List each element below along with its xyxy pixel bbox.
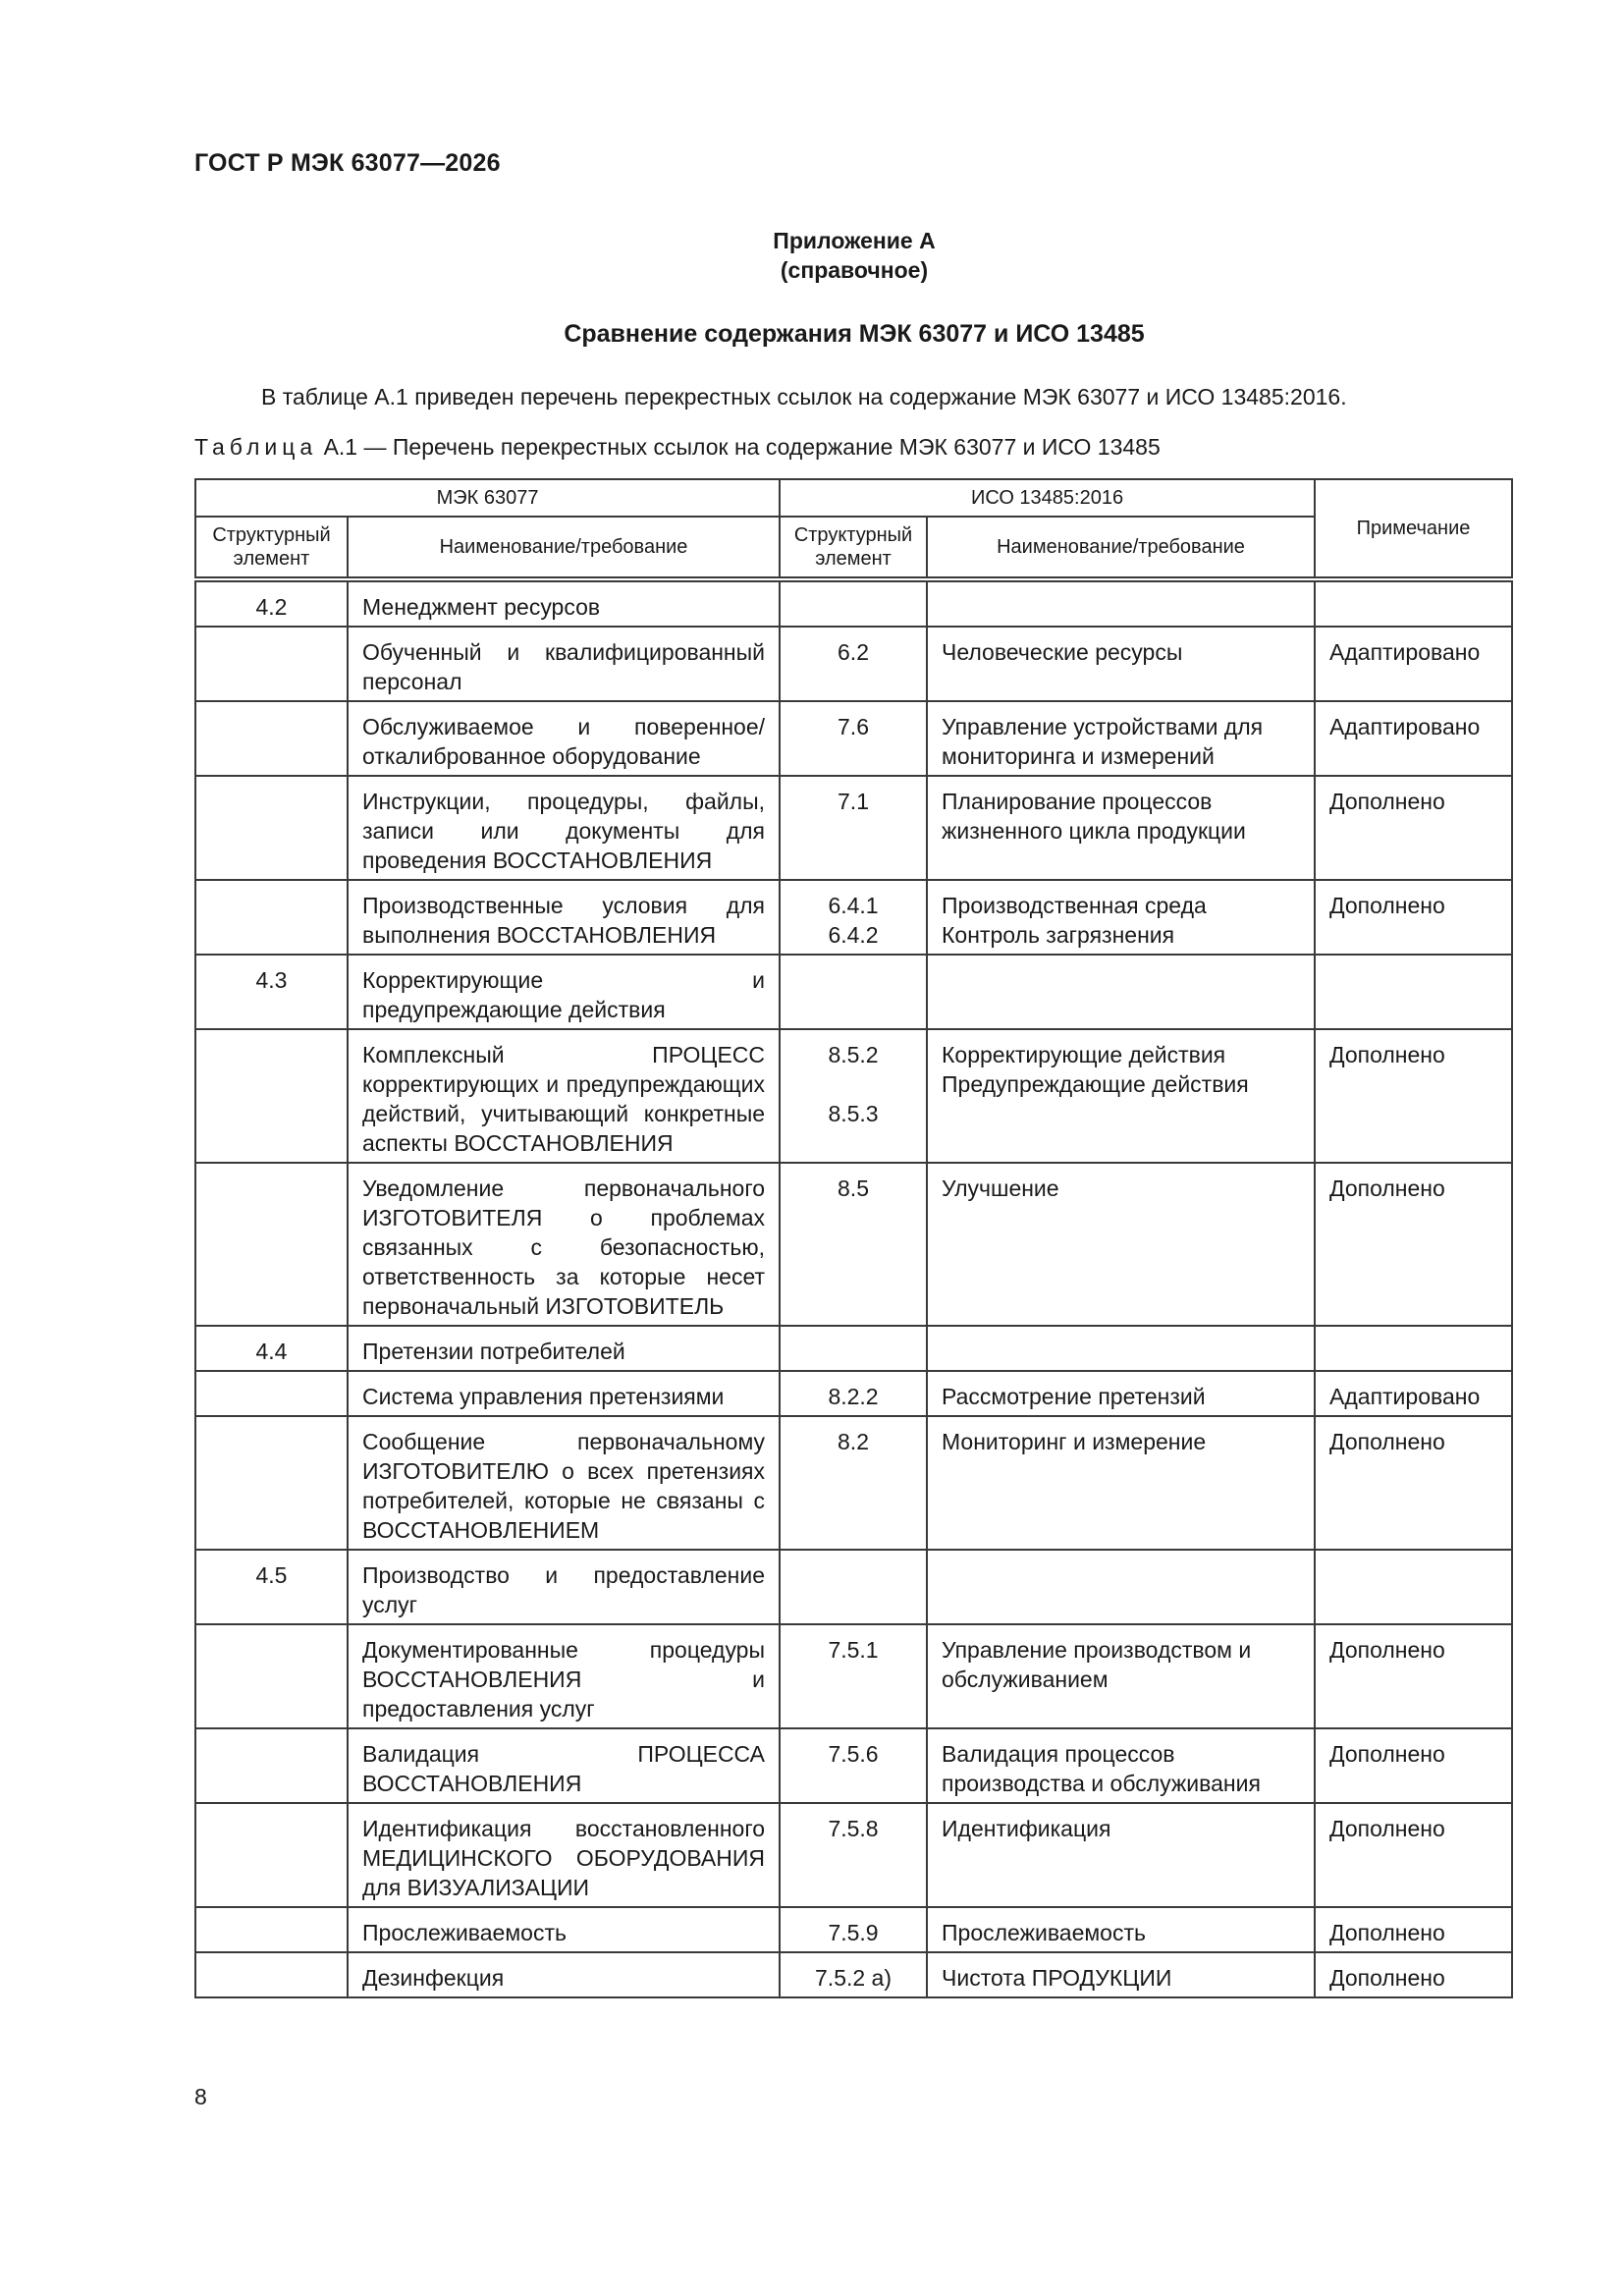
note-cell: Адаптировано [1315,1371,1512,1416]
table-row [195,579,1512,627]
table-row [195,1163,1512,1326]
header-iec-name: Наименование/требование [348,517,780,579]
iso-element-value: 7.5.2 а) [815,1965,893,1991]
table-caption-text: А.1 — Перечень перекрестных ссылок на содержание МЭК 63077 и ИСО 13485 [323,434,1161,460]
iso-element-cell [780,1163,927,1326]
note-cell: Адаптировано [1315,701,1512,776]
iso-element-cell [780,1907,927,1952]
header-iec-group: МЭК 63077 [195,479,780,517]
page-number: 8 [194,2084,207,2109]
iso-name-value: Планирование процессов жизненного цикла продукции [942,789,1246,844]
iso-name-cell [927,1416,1315,1550]
iec-name-cell: Валидация ПРОЦЕССА ВОССТАНОВЛЕНИЯ [348,1728,780,1803]
iso-name-cell [927,1803,1315,1907]
iso-name-value: Валидация процессов производства и обслуживания [942,1741,1261,1796]
table-header-row-1 [195,479,1512,517]
table-row [195,1803,1512,1907]
iec-element-cell [195,1371,348,1416]
iso-element-value: 8.2 [838,1429,869,1454]
iso-name-value: Человеческие ресурсы [942,639,1183,665]
iso-element-cell [780,579,927,627]
iso-element-value: 6.2 [838,639,869,665]
iso-name-cell [927,1326,1315,1371]
iec-name-cell: Обслуживаемое и поверенное/ откалиброванное оборудование [348,701,780,776]
iso-element-cell [780,1624,927,1728]
iso-name-value: Прослеживаемость [942,1920,1146,1945]
note-cell [1315,1550,1512,1624]
iec-element-cell [195,776,348,880]
annex-subtitle: (справочное) [780,257,929,283]
header-iso-name: Наименование/требование [927,517,1315,579]
table-row [195,955,1512,1029]
table-row [195,880,1512,955]
iec-name-cell: Комплексный ПРОЦЕСС корректирующих и предупреждающих действий, учитывающий конкретные аспекты ВОССТАНОВЛЕНИЯ [348,1029,780,1163]
annex-title: Приложение А [773,228,936,253]
iso-name-cell [927,880,1315,955]
table-caption-label: Таблица [194,434,318,460]
table-row [195,701,1512,776]
iso-name-value: Чистота ПРОДУКЦИИ [942,1965,1172,1991]
iec-name-cell: Обученный и квалифицированный персонал [348,627,780,701]
iso-element-value: 7.1 [838,789,869,814]
iec-element-cell [195,627,348,701]
iec-element-cell [195,1803,348,1907]
iso-name-value: Контроль загрязнения [942,922,1175,948]
header-element-line1: Структурный [212,524,331,546]
iec-name-cell: Сообщение первоначальному ИЗГОТОВИТЕЛЮ о всех претензиях потребителей, которые не связаны с ВОССТАНОВЛЕНИЕМ [348,1416,780,1550]
iso-element-value: 6.4.1 [828,893,879,918]
iso-element-cell [780,701,927,776]
iso-name-cell [927,1624,1315,1728]
iec-name-cell: Производство и предоставление услуг [348,1550,780,1624]
iso-name-value: Мониторинг и измерение [942,1429,1207,1454]
iec-element-cell [195,1029,348,1163]
iso-element-value: 7.5.1 [828,1637,879,1663]
note-cell [1315,1326,1512,1371]
iso-name-cell [927,579,1315,627]
iso-element-value: 8.5.3 [828,1101,879,1126]
iec-name-cell: Прослеживаемость [348,1907,780,1952]
iso-name-value: Корректирующие действия [942,1042,1226,1067]
table-row [195,776,1512,880]
iec-element-cell [195,880,348,955]
iec-element-cell [195,701,348,776]
table-row [195,1371,1512,1416]
iec-element-cell [195,1907,348,1952]
note-cell [1315,579,1512,627]
iec-name-cell: Претензии потребителей [348,1326,780,1371]
table-row [195,1416,1512,1550]
table-header-row-2 [195,517,1512,579]
header-element-line2: элемент [233,548,310,570]
iec-name-cell: Менеджмент ресурсов [348,579,780,627]
header-element-line2: элемент [815,548,892,570]
iso-element-cell [780,776,927,880]
note-cell: Дополнено [1315,880,1512,955]
iec-element-cell: 4.5 [195,1550,348,1624]
iec-name-cell: Уведомление первоначального ИЗГОТОВИТЕЛЯ о проблемах связанных с безопасностью, ответственность за которые несет первоначальный ИЗГОТОВИТЕЛЬ [348,1163,780,1326]
iso-name-cell [927,1728,1315,1803]
iso-element-cell [780,955,927,1029]
iec-element-cell: 4.2 [195,579,348,627]
iso-name-cell [927,627,1315,701]
note-cell: Дополнено [1315,1029,1512,1163]
iso-name-value: Рассмотрение претензий [942,1384,1206,1409]
header-iso-element [780,517,927,579]
table-row [195,1952,1512,1997]
iso-name-cell [927,776,1315,880]
iso-name-cell [927,1371,1315,1416]
iec-name-cell: Документированные процедуры ВОССТАНОВЛЕНИЯ и предоставления услуг [348,1624,780,1728]
iso-name-cell [927,701,1315,776]
iso-name-value: Идентификация [942,1816,1111,1841]
iec-name-cell: Корректирующие и предупреждающие действия [348,955,780,1029]
iso-name-cell [927,1550,1315,1624]
iso-element-value: 6.4.2 [828,922,879,948]
intro-paragraph: В таблице А.1 приведен перечень перекрестных ссылок на содержание МЭК 63077 и ИСО 13485:2016. [261,384,1347,410]
table-row [195,1907,1512,1952]
iso-element-cell [780,1371,927,1416]
iec-name-cell: Дезинфекция [348,1952,780,1997]
table-row [195,1326,1512,1371]
note-cell: Дополнено [1315,1907,1512,1952]
iso-element-cell [780,1952,927,1997]
document-code: ГОСТ Р МЭК 63077—2026 [194,149,501,177]
iso-element-cell [780,1326,927,1371]
note-cell: Дополнено [1315,1803,1512,1907]
header-element-line1: Структурный [793,524,913,546]
iso-element-value: 8.2.2 [828,1384,879,1409]
iso-name-value: Производственная среда [942,893,1207,918]
note-cell: Дополнено [1315,1728,1512,1803]
iso-element-value: 8.5 [838,1175,869,1201]
iec-element-cell [195,1624,348,1728]
iso-element-value [794,1069,912,1099]
note-cell: Дополнено [1315,776,1512,880]
iso-name-cell [927,1163,1315,1326]
table-row [195,627,1512,701]
iec-element-cell [195,1416,348,1550]
iec-element-cell: 4.4 [195,1326,348,1371]
iec-name-cell: Идентификация восстановленного МЕДИЦИНСКОГО ОБОРУДОВАНИЯ для ВИЗУАЛИЗАЦИИ [348,1803,780,1907]
iec-name-cell: Производственные условия для выполнения ВОССТАНОВЛЕНИЯ [348,880,780,955]
table-caption [194,434,1161,461]
iso-name-value: Улучшение [942,1175,1059,1201]
iec-name-cell: Инструкции, процедуры, файлы, записи или документы для проведения ВОССТАНОВЛЕНИЯ [348,776,780,880]
iso-name-value: Управление производством и обслуживанием [942,1637,1252,1692]
crossref-table [194,478,1513,1998]
table-row [195,1029,1512,1163]
table-body [195,579,1512,1997]
iso-element-cell [780,1803,927,1907]
iso-name-cell [927,1907,1315,1952]
note-cell: Дополнено [1315,1416,1512,1550]
iec-name-cell: Система управления претензиями [348,1371,780,1416]
iso-element-cell [780,1728,927,1803]
iso-element-cell [780,880,927,955]
iso-element-value: 8.5.2 [828,1042,879,1067]
iso-name-cell [927,1029,1315,1163]
iso-element-value: 7.5.8 [828,1816,879,1841]
iec-element-cell [195,1952,348,1997]
note-cell [1315,955,1512,1029]
iso-name-value: Управление устройствами для мониторинга и измерений [942,714,1264,769]
table-row [195,1624,1512,1728]
note-cell: Дополнено [1315,1624,1512,1728]
iso-element-value: 7.6 [838,714,869,739]
iso-element-cell [780,627,927,701]
iso-name-cell [927,955,1315,1029]
iec-element-cell: 4.3 [195,955,348,1029]
note-cell: Адаптировано [1315,627,1512,701]
table-row [195,1728,1512,1803]
iso-name-value: Предупреждающие действия [942,1071,1249,1097]
iso-element-value: 7.5.6 [828,1741,879,1767]
iso-name-cell [927,1952,1315,1997]
table-row [195,1550,1512,1624]
iso-element-cell [780,1029,927,1163]
iso-element-cell [780,1416,927,1550]
note-cell: Дополнено [1315,1163,1512,1326]
iso-element-value: 7.5.9 [828,1920,879,1945]
note-cell: Дополнено [1315,1952,1512,1997]
header-iso-group: ИСО 13485:2016 [780,479,1315,517]
header-note: Примечание [1315,479,1512,579]
iec-element-cell [195,1728,348,1803]
iso-element-cell [780,1550,927,1624]
iec-element-cell [195,1163,348,1326]
section-heading: Сравнение содержания МЭК 63077 и ИСО 13485 [564,320,1145,348]
header-iec-element [195,517,348,579]
